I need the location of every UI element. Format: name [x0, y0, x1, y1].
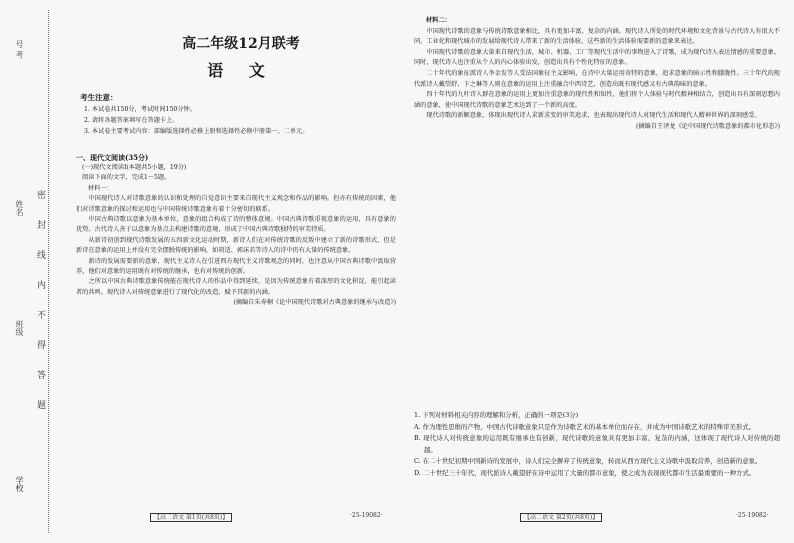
- material-label: 材料一：: [88, 184, 113, 192]
- cut-line-char: 得: [35, 340, 45, 351]
- paragraph: 中国现代诗歌的意象与传统诗歌意象相比，具有更加丰富、复杂的内涵。现代诗人所处的时代环境和文化背景与古代诗人有很大不同，工业化和现代城市的发展给现代诗人带来了新的生活体验，这些新的生活体验需要新的意象来表达。: [414, 27, 780, 46]
- source-citation: (摘编自王泽龙《论中国现代诗歌意象的都市化形态》): [635, 122, 780, 130]
- binding-margin: [0, 0, 62, 543]
- page-badge: 【高二语文 第1页(共8页)】: [150, 513, 232, 522]
- note-item: 3. 本试卷主要考试内容：部编版选择性必修上册和选择性必修中册第一、二单元。: [84, 128, 309, 135]
- note-item: 1. 本试卷共150分，考试时间150分钟。: [84, 106, 196, 113]
- question-stem: 1. 下列对材料相关内容的理解和分析，正确的一项是(3分): [414, 411, 579, 419]
- material-two: [414, 16, 780, 133]
- cut-line-char: 答: [35, 370, 45, 381]
- footer-left-code: ·25-19082·: [350, 512, 383, 519]
- paragraph: 四十年代的九叶诗人群在意象的运用上更加注重意象的现代性和知性，他们将个人体验与时代精神相结合，创造出具有深刻思想内涵的意象，使中国现代诗歌的意象艺术达到了一个新的高度。: [414, 91, 780, 109]
- cut-line-char: 封: [35, 220, 45, 231]
- paragraph: 中国现代诗歌的意象大量来自现代生活，城市、机器、工厂等现代生活中的事物进入了诗歌，成为现代诗人表达情感的重要意象。同时，现代诗人也注重从个人的内心体验出发，创造出具有个性化特征的意象。: [414, 48, 780, 67]
- exam-title: 高二年级12月联考: [182, 36, 300, 52]
- section-reading: [76, 152, 396, 309]
- cut-line-char: 内: [35, 280, 45, 291]
- binding-label-school: 学校: [15, 476, 24, 492]
- footer-right-code: ·25-19082·: [736, 512, 769, 519]
- question-option-a: A. 作为理性思维的产物，中国古代诗歌意象只是作为诗歌艺术的基本单位而存在，并成为中国诗歌艺术的特殊审美形式。: [414, 422, 755, 431]
- footer-right-page: [520, 512, 602, 521]
- paragraph: 现代诗歌的新颖意象，体现出现代诗人求新求变的审美追求，也表现出现代诗人对现代生活和现代人精神世界的深刻感受。: [426, 112, 761, 120]
- paragraph: 中国现代诗人对诗歌意象的认识和处理的自觉意识主要来自现代主义观念和作品的影响。但亦有传统的因素，他们对诗歌意象的探讨和运用也与中国传统诗歌意象有着十分密切的联系。: [76, 195, 396, 213]
- paragraph: 二十年代的象征派诗人李金发等人受法国象征主义影响，在诗中大量运用奇特的意象，追求意象的暗示性和朦胧性。三十年代的现代派诗人戴望舒、卞之琳等人则在意象的运用上注重融合中西诗艺，创造出既有现代感又有古典韵味的意象。: [414, 69, 780, 88]
- cut-line-char: 密: [35, 190, 45, 201]
- footer-left-page: [150, 512, 232, 521]
- note-item: 2. 请将各题答案填写在答题卡上。: [84, 117, 179, 124]
- paragraph: 之所以中国古典诗歌意象传统能在现代诗人的作品中得到延续，是因为传统意象有着深厚的文化积淀，能引起读者的共鸣。现代诗人对传统意象进行了现代化的改造，赋予其新的内涵。: [76, 278, 396, 296]
- subsection-title: (一)现代文阅读Ⅰ(本题共5小题，19分): [82, 164, 187, 171]
- cut-dotted-line: [48, 10, 49, 533]
- cut-line-char: 不: [35, 310, 45, 321]
- question-option-d: D. 二十世纪三十年代，现代派诗人戴望舒在诗中运用了大量的都市意象，使之成为表现现代都市生活最重要的一种方式。: [414, 468, 756, 477]
- section-title: 一、现代文阅读(35分): [76, 153, 149, 162]
- question-option-c: C. 在二十世纪初期中国新诗的发展中，诗人们完全摒弃了传统意象，转而从西方现代主义诗歌中汲取营养，创造新的意象。: [414, 457, 762, 465]
- source-citation: (摘编自朱寿桐《论中国现代诗歌对古典意象的继承与改造》): [233, 299, 396, 307]
- cut-line-char: 题: [35, 400, 45, 411]
- cut-line-char: 线: [35, 250, 45, 261]
- exam-subject: 语 文: [207, 61, 275, 80]
- paragraph: 从新诗初创到现代诗歌发展的五四新文化运动时期，新诗人们在对传统诗歌的反叛中建立了新的诗歌形式，但是新诗在意象的运用上并没有完全摆脱传统的影响，如胡适、郭沫若等诗人的诗中仍有大量的传统意象。: [76, 236, 396, 255]
- paragraph: 新诗的发展需要新的意象，现代主义诗人在引进西方现代主义诗歌观念的同时，也注意从中国古典诗歌中汲取营养，他们对意象的运用既有对传统的继承，也有对传统的创新。: [76, 257, 396, 276]
- notes-list: [84, 104, 394, 137]
- binding-label-class: 班级: [15, 320, 24, 336]
- question-option-b: B. 现代诗人对传统意象的运用既有继承也有创新，现代诗歌的意象具有更加丰富、复杂的内涵，这体现了现代诗人对传统的超越。: [414, 434, 780, 454]
- binding-label-name: 姓名: [15, 200, 24, 216]
- page-badge: 【高二语文 第2页(共8页)】: [520, 513, 602, 522]
- question-1: [414, 410, 780, 479]
- material-label: 材料二：: [426, 17, 451, 24]
- binding-label-exam-number: 号 考: [15, 40, 24, 59]
- paragraph: 中国古典诗歌以意象为基本单位，意象的组合构成了诗的整体意境。中国古典诗歌重视意象的运用，具有意象的优势。古代诗人善于以意象为基点去构建诗歌的意境，形成了中国古典诗歌独特的审美特质。: [76, 216, 396, 234]
- notes-heading: 考生注意：: [80, 93, 118, 102]
- instruction: 阅读下面的文字，完成1～5题。: [82, 174, 171, 182]
